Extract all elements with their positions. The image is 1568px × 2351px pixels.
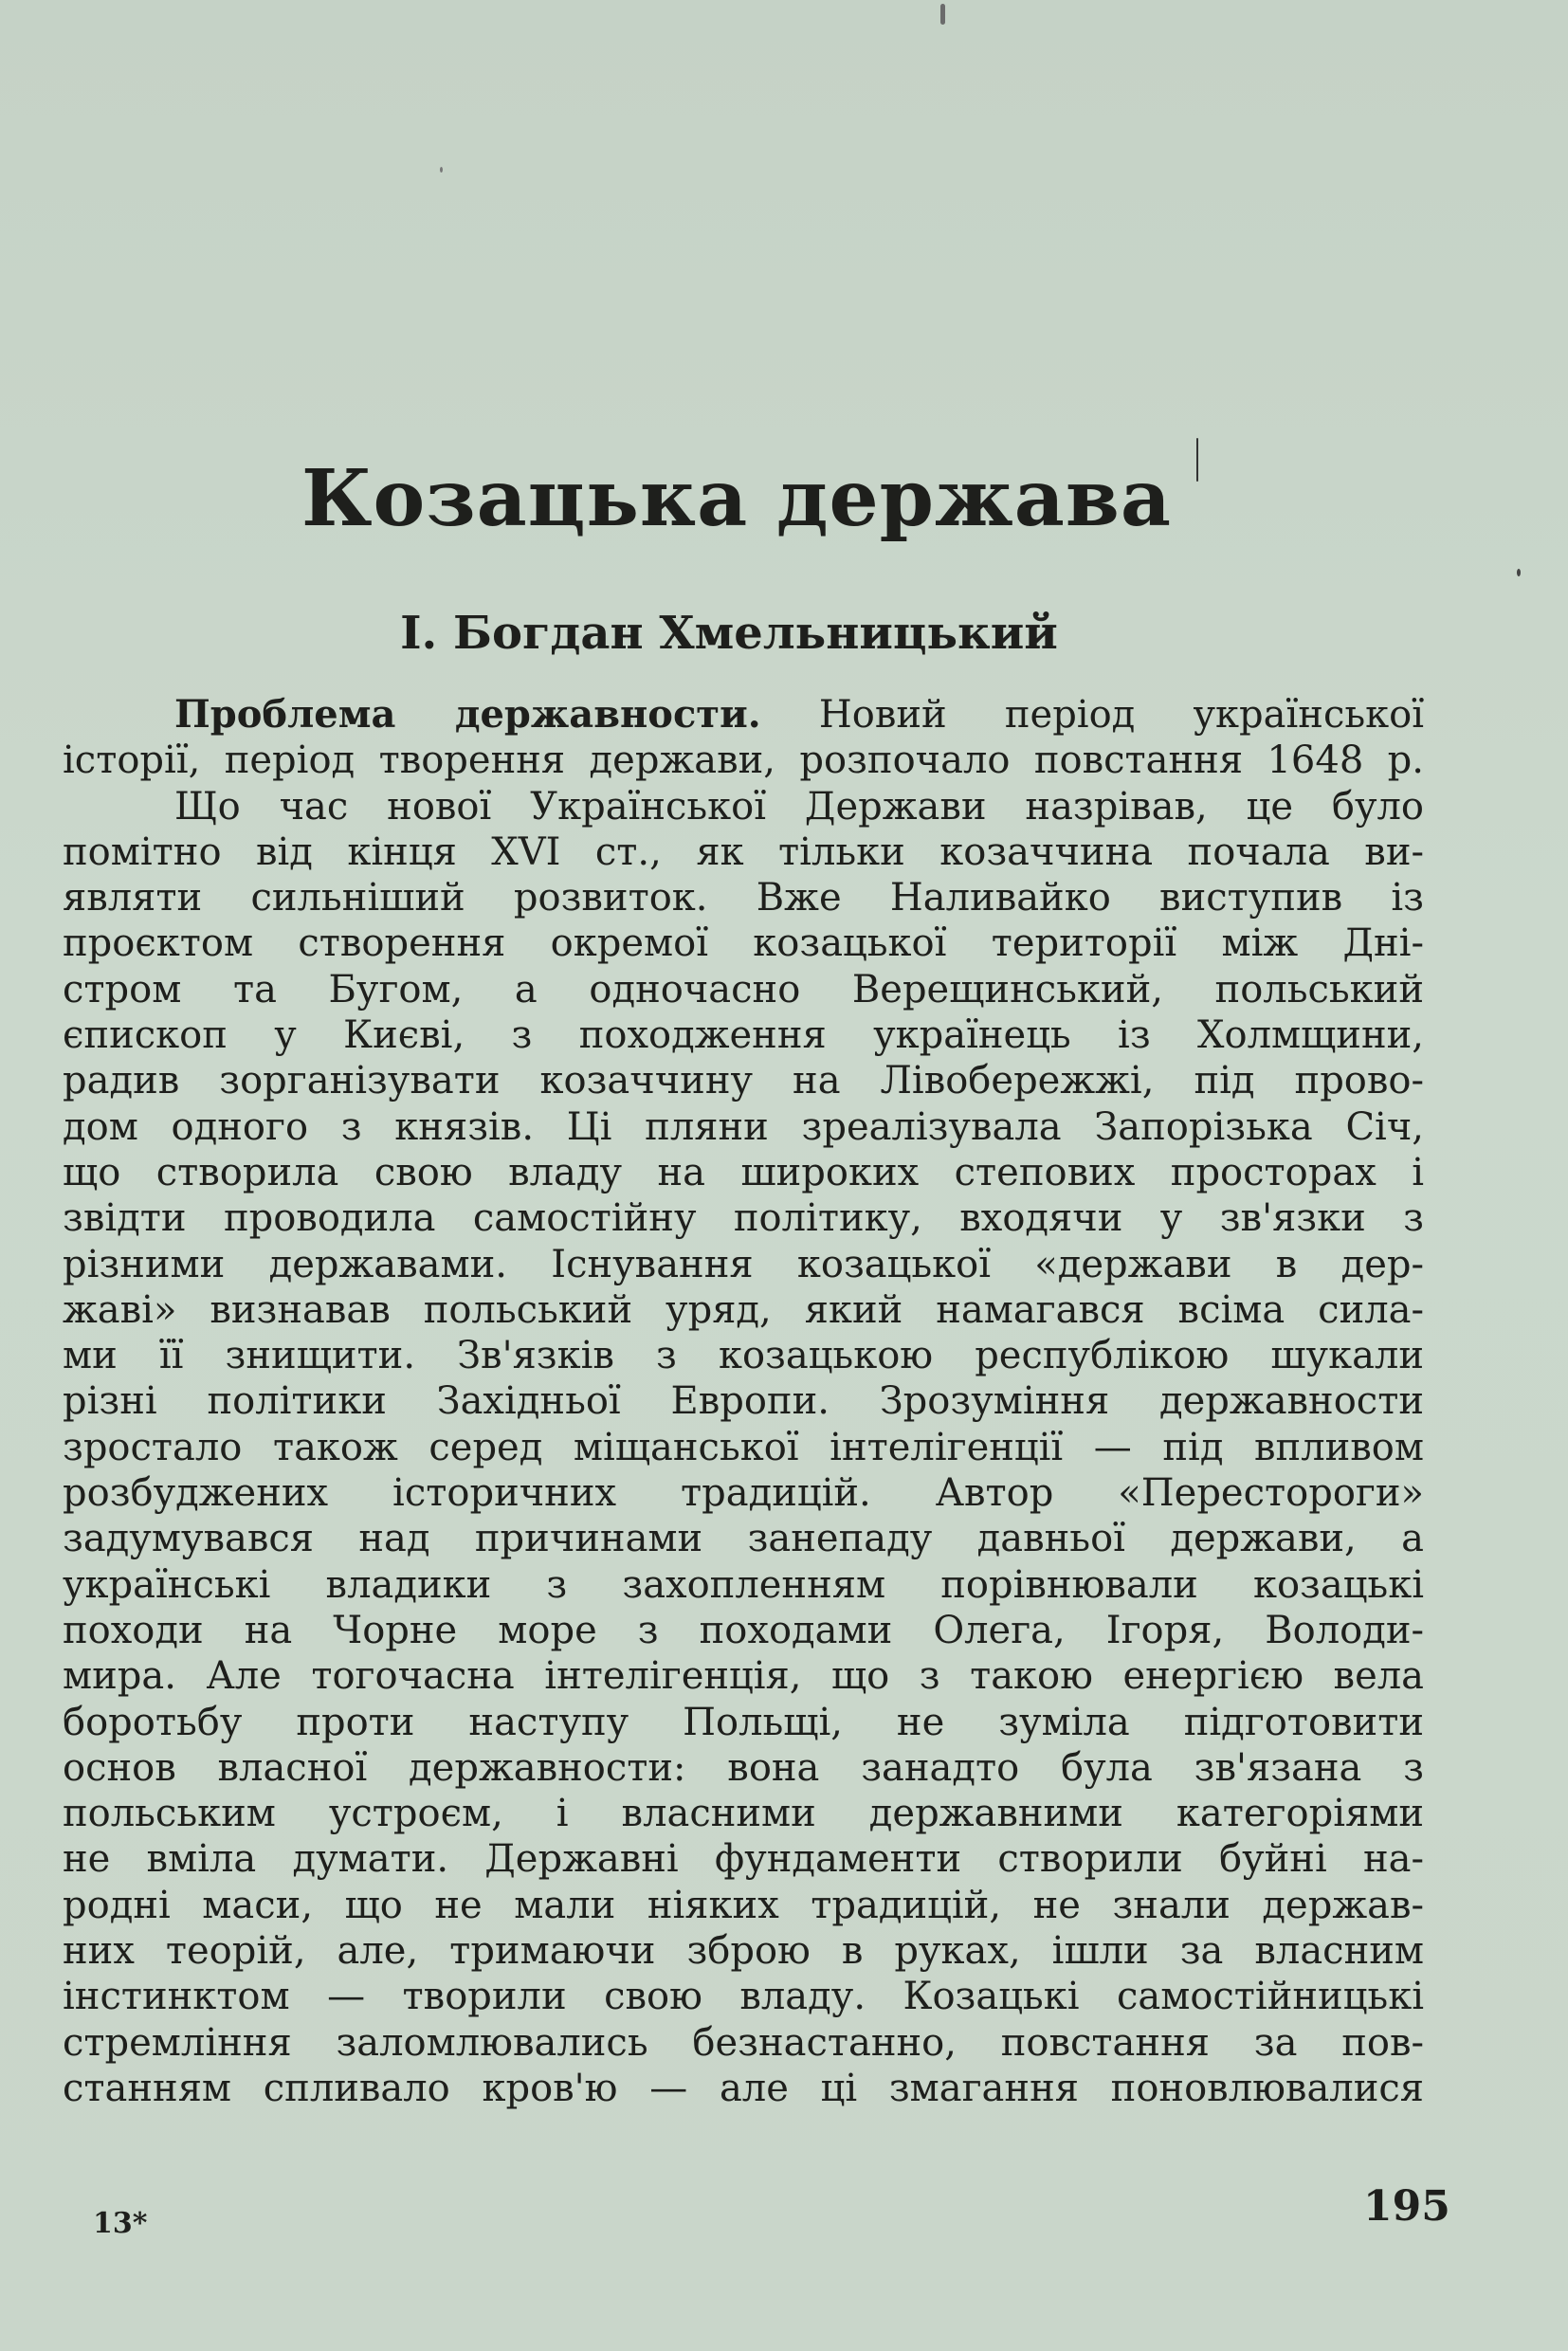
page-title: Козацька держава xyxy=(301,453,1173,544)
text-line xyxy=(63,692,1424,738)
text-line: радив зорганізувати козаччину на Лівобережжі, під прово- xyxy=(63,1059,1424,1103)
page-number: 195 xyxy=(1363,2182,1450,2231)
text-line: історії, період творення держави, розпочало повстання 1648 р. xyxy=(63,738,1424,783)
text-line: ми її знищити. Зв'язків з козацькою республікою шукали xyxy=(63,1334,1424,1378)
text-line: різними державами. Існування козацької «держави в дер- xyxy=(63,1242,1424,1286)
text-line-rest: Новий період української xyxy=(818,693,1424,737)
text-line: жаві» визнавав польський уряд, який намагався всіма сила- xyxy=(63,1287,1424,1332)
text-line: що створила свою владу на широких степових просторах і xyxy=(63,1150,1424,1194)
text-line: родні маси, що не мали ніяких традицій, не знали держав- xyxy=(63,1883,1424,1927)
text-line: різні політики Західньої Европи. Зрозуміння державности xyxy=(63,1379,1424,1424)
text-line: являти сильніший розвиток. Вже Наливайко виступив із xyxy=(63,876,1424,920)
text-line: єпископ у Києві, з походження українець із Холмщини, xyxy=(63,1013,1424,1058)
text-line: стремління заломлювались безнастанно, повстання за пов- xyxy=(63,2020,1424,2065)
text-line: розбуджених історичних традицій. Автор «Перестороги» xyxy=(63,1471,1424,1516)
text-line: мира. Але тогочасна інтелігенція, що з такою енергією вела xyxy=(63,1654,1424,1699)
text-line: зростало також серед міщанської інтелігенції — під впливом xyxy=(63,1425,1424,1469)
page-speck xyxy=(1517,569,1521,576)
text-line: дом одного з князів. Ці пляни зреалізувала Запорізька Січ, xyxy=(63,1104,1424,1149)
signature-mark: 13* xyxy=(93,2207,148,2240)
text-line: не вміла думати. Державні фундаменти створили буйні на- xyxy=(63,1837,1424,1882)
text-line: походи на Чорне море з походами Олега, Ігоря, Володи- xyxy=(63,1608,1424,1652)
text-line: польським устроєм, і власними державними категоріями xyxy=(63,1792,1424,1836)
text-line: українські владики з захопленням порівнювали козацькі xyxy=(63,1562,1424,1607)
page-speck xyxy=(440,167,443,173)
text-line: Що час нової Української Держави назрівав, це було xyxy=(174,784,1424,829)
text-line: помітно від кінця XVI ст., як тільки козаччина почала ви- xyxy=(63,829,1424,874)
text-line: станням спливало кров'ю — але ці змагання поновлювалися xyxy=(63,2066,1424,2110)
text-line: проєктом створення окремої козацької території між Дні- xyxy=(63,921,1424,966)
text-line: звідти проводила самостійну політику, входячи у зв'язки з xyxy=(63,1196,1424,1241)
text-line: інстинктом — творили свою владу. Козацькі самостійницькі xyxy=(63,1975,1424,2019)
text-line: них теорій, але, тримаючи зброю в руках, ішли за власним xyxy=(63,1929,1424,1974)
text-line: стром та Бугом, а одночасно Верещинський, польський xyxy=(63,967,1424,1011)
page-speck xyxy=(940,4,945,25)
text-line: задумувався над причинами занепаду давньої держави, а xyxy=(63,1517,1424,1561)
text-line: боротьбу проти наступу Польщі, не зуміла підготовити xyxy=(63,1700,1424,1744)
lead-term: Проблема державности. xyxy=(174,692,761,737)
section-heading: I. Богдан Хмельницький xyxy=(400,607,1058,660)
body-text xyxy=(63,692,1424,2111)
text-line: основ власної державности: вона занадто була зв'язана з xyxy=(63,1745,1424,1790)
